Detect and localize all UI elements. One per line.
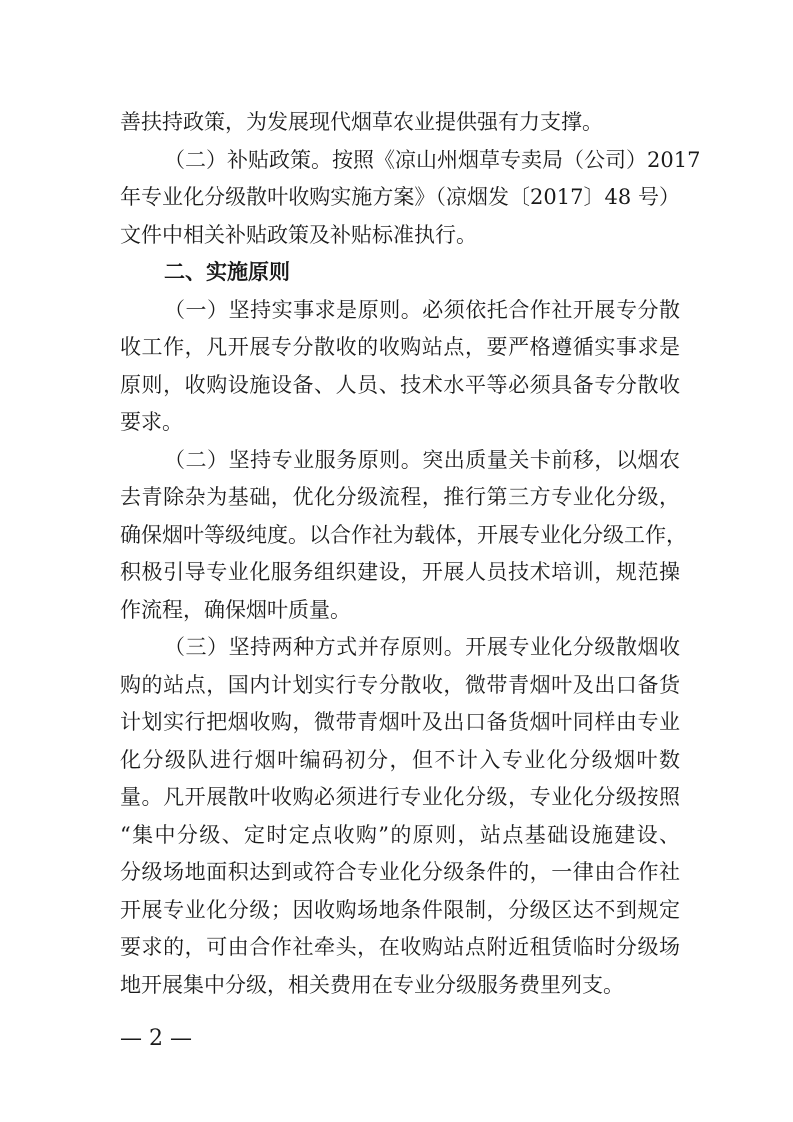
text-line xyxy=(120,554,680,592)
text-line xyxy=(120,667,680,705)
text-line xyxy=(120,329,680,367)
text-line xyxy=(120,742,680,780)
text-line xyxy=(120,892,680,930)
text-line xyxy=(120,592,680,630)
text-line xyxy=(120,779,680,817)
text-line xyxy=(120,292,680,330)
line-text: 原则，收购设施设备、人员、技术水平等必须具备专分散收 xyxy=(120,372,680,397)
text-line xyxy=(120,929,680,967)
line-text: （一）坚持实事求是原则。必须依托合作社开展专分散 xyxy=(164,297,680,322)
line-text: 购的站点，国内计划实行专分散收，微带青烟叶及出口备货 xyxy=(120,672,680,697)
text-line xyxy=(120,404,680,442)
line-text: 计划实行把烟收购，微带青烟叶及出口备货烟叶同样由专业 xyxy=(120,710,680,734)
line-text: 确保烟叶等级纯度。以合作社为载体，开展专业化分级工作， xyxy=(120,522,687,547)
line-text: “集中分级、定时定点收购”的原则，站点基础设施建设、 xyxy=(120,822,680,847)
text-line xyxy=(120,442,680,480)
line-text: 量。凡开展散叶收购必须进行专业化分级，专业化分级按照 xyxy=(120,785,680,809)
text-line xyxy=(120,517,687,555)
line-text: 积极引导专业化服务组织建设，开展人员技术培训，规范操 xyxy=(120,560,680,584)
line-text: （二）补贴政策。按照《凉山州烟草专卖局（公司）2017 xyxy=(164,147,701,172)
line-text: （二）坚持专业服务原则。突出质量关卡前移，以烟农 xyxy=(164,447,680,472)
line-text: （三）坚持两种方式并存原则。开展专业化分级散烟收 xyxy=(164,635,680,659)
text-line xyxy=(120,704,680,742)
text-line xyxy=(120,217,680,255)
heading-text: 二、实施原则 xyxy=(164,260,290,284)
text-line xyxy=(120,179,680,217)
line-text: 开展专业化分级；因收购场地条件限制，分级区达不到规定 xyxy=(120,897,680,922)
line-text: 要求。 xyxy=(120,410,183,434)
text-line xyxy=(120,629,680,667)
text-line xyxy=(120,817,680,855)
line-text: 文件中相关补贴政策及补贴标准执行。 xyxy=(120,222,477,247)
line-text: 去青除杂为基础，优化分级流程，推行第三方专业化分级， xyxy=(120,485,680,509)
line-text: 作流程，确保烟叶质量。 xyxy=(120,597,351,622)
line-text: 收工作，凡开展专分散收的收购站点，要严格遵循实事求是 xyxy=(120,335,680,359)
line-text: 分级场地面积达到或符合专业化分级条件的，一律由合作社 xyxy=(120,860,680,884)
text-line xyxy=(120,479,680,517)
document-body xyxy=(120,104,701,1004)
line-text: 年专业化分级散叶收购实施方案》（凉烟发〔2017〕48 号） xyxy=(120,185,680,209)
page-number: — 2 — xyxy=(120,1026,192,1051)
section-heading xyxy=(120,254,680,292)
text-line xyxy=(120,967,680,1005)
line-text: 地开展集中分级，相关费用在专业分级服务费里列支。 xyxy=(120,972,624,997)
text-line xyxy=(120,854,680,892)
line-text: 化分级队进行烟叶编码初分，但不计入专业化分级烟叶数 xyxy=(120,747,680,772)
text-line xyxy=(120,367,680,405)
text-line xyxy=(120,104,680,142)
text-line xyxy=(120,142,701,180)
line-text: 善扶持政策，为发展现代烟草农业提供强有力支撑。 xyxy=(120,110,603,134)
line-text: 要求的，可由合作社牵头，在收购站点附近租赁临时分级场 xyxy=(120,935,680,959)
